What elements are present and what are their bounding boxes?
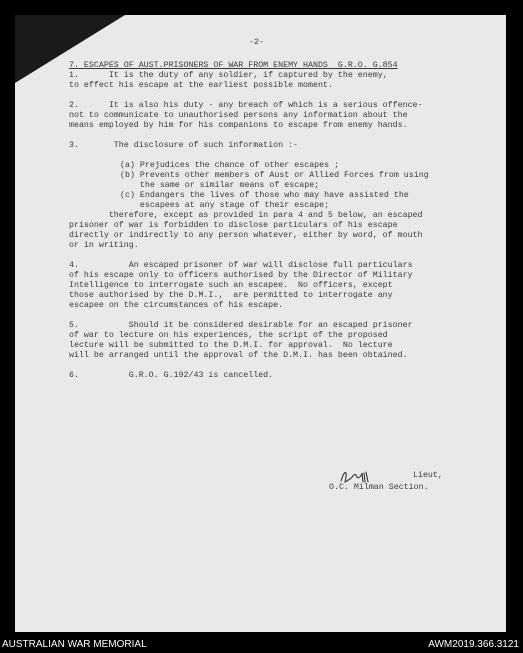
para2-line: means employed by him for his companions to escape from enemy hands. — [69, 121, 408, 130]
para3-item: (a) Prejudices the chance of other escapes ; — [120, 161, 340, 170]
para1-line: 1. It is the duty of any soldier, if captured by the enemy, — [69, 71, 388, 80]
para2-line: not to communicate to unauthorised persons any information about the — [69, 111, 408, 120]
para3-end-line: or in writing. — [69, 241, 139, 250]
para5-line: lecture will be submitted to the D.M.I. for approval. No lecture — [69, 341, 393, 350]
para4-line: of his escape only to officers authorised by the Director of Military — [69, 271, 413, 280]
para2-line: 2. It is also his duty - any breach of which is a serious offence- — [69, 101, 423, 110]
para3-end-line: therefore, except as provided in para 4 and 5 below, an escaped — [69, 211, 423, 220]
footer-accession-number: AWM2019.366.3121 — [428, 639, 519, 650]
para4-line: escapee on the circumstances of his escape. — [69, 301, 284, 310]
para4-line: those authorised by the D.M.I., are permitted to interrogate any — [69, 291, 393, 300]
footer-bar — [0, 637, 523, 653]
signature-block: O.C. Milman Section. — [329, 483, 429, 492]
page-number: -2- — [249, 38, 264, 47]
para5-line: 5. Should it be considered desirable for an escaped prisoner — [69, 321, 413, 330]
para3-item: the same or similar means of escape; — [120, 181, 320, 190]
para4-line: Intelligence to interrogate such an escapee. No officers, except — [69, 281, 393, 290]
para3-item: (b) Prevents other members of Aust or Allied Forces from using — [120, 171, 429, 180]
para3-end-line: directly or indirectly to any person whatever, either by word, of mouth — [69, 231, 423, 240]
document-heading: 7. ESCAPES OF AUST.PRISONERS OF WAR FROM ENEMY HANDS G.R.O. G.854 — [69, 61, 398, 70]
para1-line: to effect his escape at the earliest possible moment. — [69, 81, 333, 90]
document-body — [15, 15, 443, 492]
para3-item: escapees at any stage of their escape; — [120, 201, 330, 210]
handwritten-signature — [338, 467, 374, 487]
document-page — [15, 15, 506, 632]
para6-line: 6. G.R.O. G.192/43 is cancelled. — [69, 371, 274, 380]
para4-line: 4. An escaped prisoner of war will disclose full particulars — [69, 261, 413, 270]
para3-intro: 3. The disclosure of such information :- — [69, 141, 299, 150]
para5-line: of war to lecture on his experiences, the script of the proposed — [69, 331, 388, 340]
footer-institution: AUSTRALIAN WAR MEMORIAL — [2, 639, 147, 650]
signature-rank: Lieut, — [413, 471, 443, 480]
para3-end-line: prisoner of war is forbidden to disclose particulars of his escape — [69, 221, 398, 230]
para5-line: will be arranged until the approval of the D.M.I. has been obtained. — [69, 351, 408, 360]
para3-item: (c) Endangers the lives of those who may have assisted the — [120, 191, 409, 200]
